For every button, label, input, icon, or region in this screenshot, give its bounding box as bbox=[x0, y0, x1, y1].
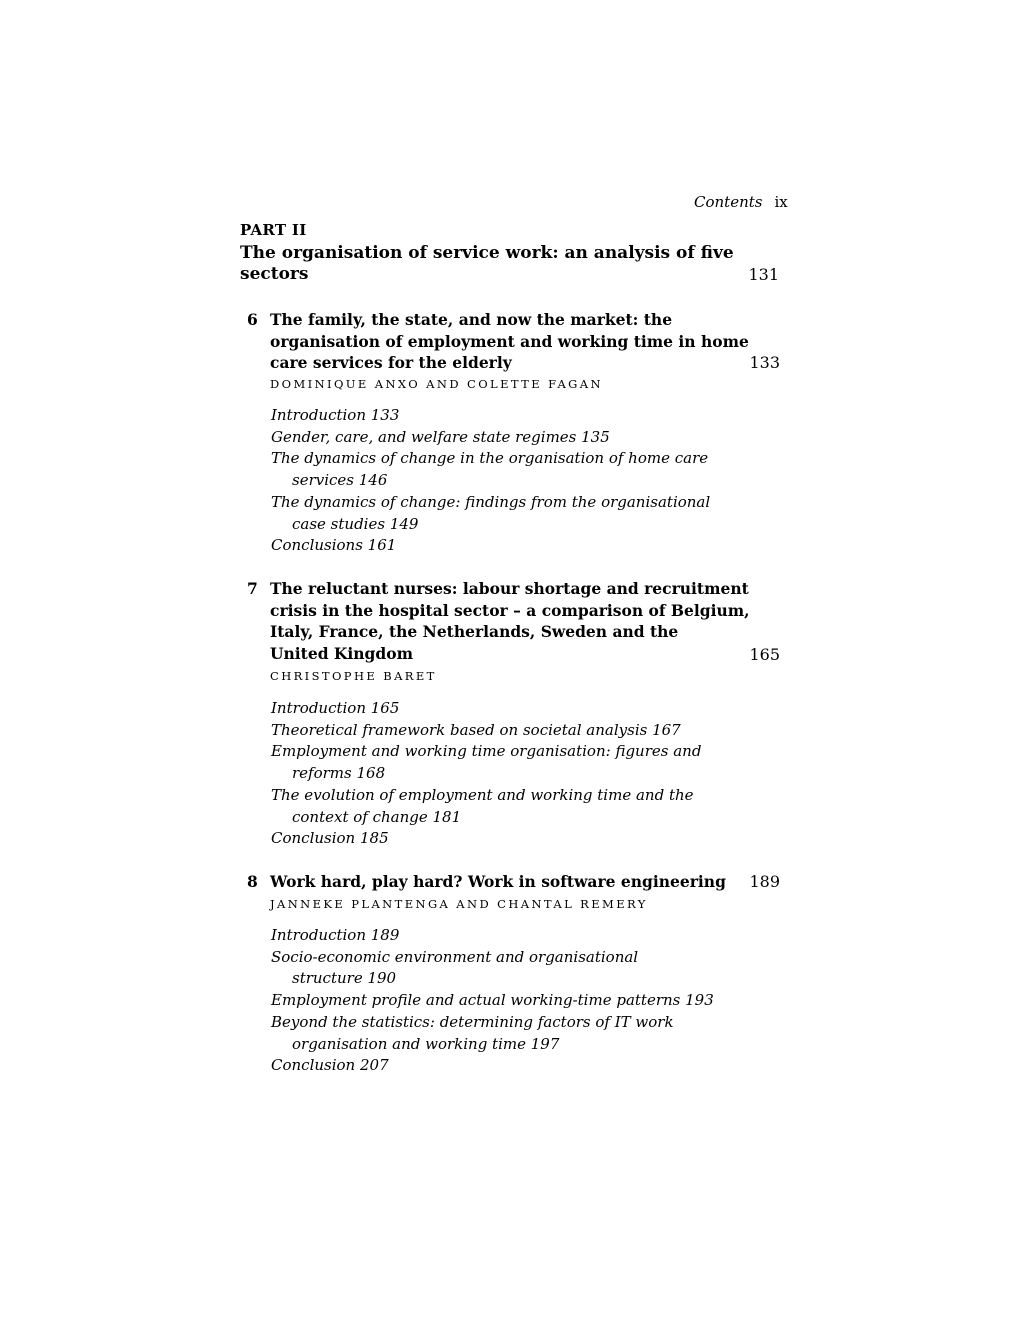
part-label: PART II bbox=[240, 221, 307, 239]
section-list bbox=[271, 698, 701, 850]
chapter-title-line: Work hard, play hard? Work in software engineering bbox=[270, 872, 726, 891]
chapter-title bbox=[270, 309, 749, 374]
chapter-title-line: The reluctant nurses: labour shortage and recruitment bbox=[270, 579, 749, 598]
section-entry: The evolution of employment and working time and the bbox=[271, 785, 694, 804]
chapter-number: 8 bbox=[247, 872, 258, 891]
section-entry: Conclusion 207 bbox=[271, 1056, 389, 1075]
chapter-number: 7 bbox=[247, 579, 258, 598]
section-list bbox=[271, 405, 710, 557]
section-entry: Introduction 133 bbox=[271, 406, 400, 424]
part-title-line: The organisation of service work: an analysis of five bbox=[240, 243, 734, 263]
chapter-page-number: 165 bbox=[749, 645, 780, 664]
chapter-title-line: organisation of employment and working time in home bbox=[270, 331, 749, 351]
part-page-number: 131 bbox=[748, 265, 779, 284]
section-entry: The dynamics of change in the organisation of home care bbox=[271, 449, 709, 468]
chapter-title-line: care services for the elderly bbox=[270, 353, 512, 373]
chapter-title-line: Italy, France, the Netherlands, Sweden and the bbox=[270, 622, 679, 642]
section-entry: Employment and working time organisation: figures and bbox=[271, 742, 702, 761]
part-title bbox=[240, 243, 734, 285]
chapter-authors: JANNEKE PLANTENGA AND CHANTAL REMERY bbox=[270, 897, 648, 911]
section-entry: Introduction 165 bbox=[271, 699, 400, 717]
chapter-title-line: United Kingdom bbox=[270, 644, 413, 664]
section-entry: Employment profile and actual working-time patterns 193 bbox=[271, 991, 714, 1010]
running-head bbox=[694, 192, 788, 212]
section-entry: Conclusion 185 bbox=[271, 829, 389, 848]
running-head-page-number: ix bbox=[774, 193, 788, 211]
part-title-line: sectors bbox=[240, 264, 309, 284]
section-list bbox=[271, 925, 714, 1077]
section-entry: Theoretical framework based on societal analysis 167 bbox=[271, 720, 681, 739]
section-entry: Socio-economic environment and organisational bbox=[271, 947, 639, 966]
chapter-page-number: 189 bbox=[749, 872, 780, 891]
section-entry: Gender, care, and welfare state regimes 135 bbox=[271, 427, 610, 446]
section-entry: Introduction 189 bbox=[271, 926, 400, 944]
section-entry: The dynamics of change: findings from the organisational bbox=[271, 492, 711, 511]
section-entry-continuation: organisation and working time 197 bbox=[292, 1034, 560, 1053]
chapter-title-line: crisis in the hospital sector – a comparison of Belgium, bbox=[270, 600, 750, 620]
chapter-authors: CHRISTOPHE BARET bbox=[270, 669, 437, 683]
chapter-title bbox=[270, 871, 726, 893]
section-entry: Conclusions 161 bbox=[271, 536, 397, 555]
chapter-title-line: The family, the state, and now the market: the bbox=[270, 310, 673, 329]
chapter-title bbox=[270, 578, 750, 665]
section-entry-continuation: reforms 168 bbox=[292, 764, 386, 783]
running-head-title: Contents bbox=[694, 193, 763, 211]
chapter-number: 6 bbox=[247, 310, 258, 329]
section-entry: Beyond the statistics: determining factors of IT work bbox=[271, 1012, 674, 1031]
section-entry-continuation: case studies 149 bbox=[292, 514, 419, 533]
section-entry-continuation: structure 190 bbox=[292, 969, 397, 988]
chapter-page-number: 133 bbox=[749, 353, 780, 372]
section-entry-continuation: context of change 181 bbox=[292, 807, 462, 826]
section-entry-continuation: services 146 bbox=[292, 471, 388, 490]
chapter-authors: DOMINIQUE ANXO AND COLETTE FAGAN bbox=[270, 377, 603, 391]
